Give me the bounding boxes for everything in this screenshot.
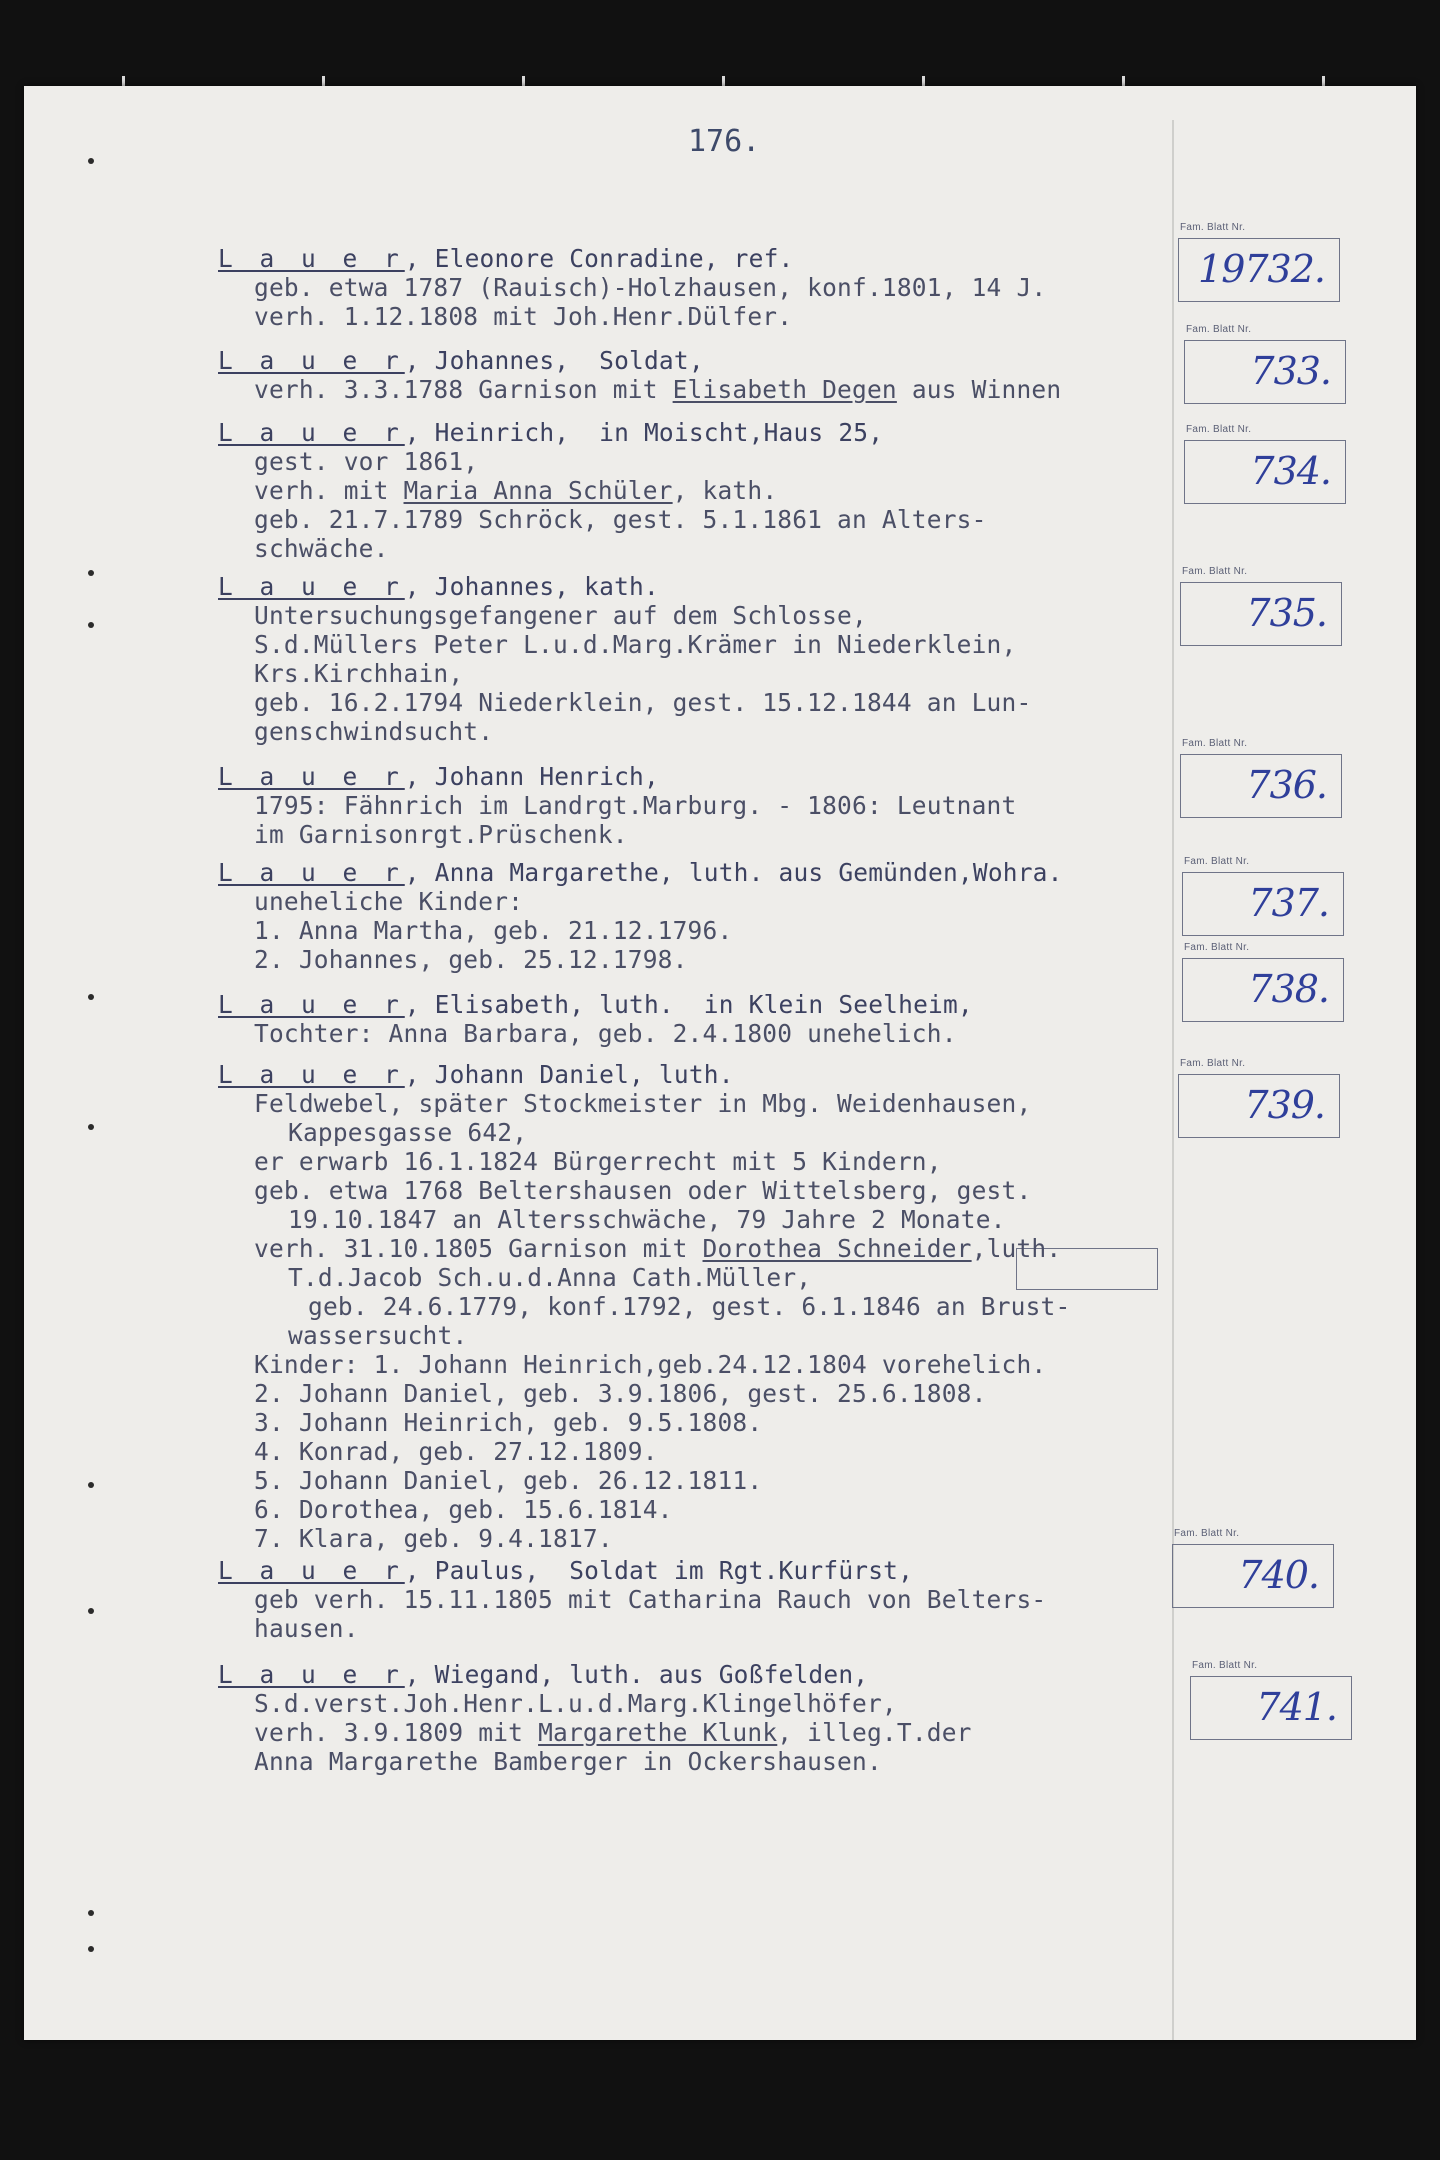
spouse-name: Margarethe Klunk: [538, 1718, 778, 1747]
punch-hole: [88, 1946, 94, 1952]
entry-line: 3. Johann Heinrich, geb. 9.5.1808.: [254, 1408, 763, 1437]
entry-heading-text: , Paulus, Soldat im Rgt.Kurfürst,: [404, 1556, 914, 1585]
register-entry: [218, 244, 1178, 331]
entry-line: Feldwebel, später Stockmeister in Mbg. Weidenhausen,: [254, 1089, 1032, 1118]
entry-line: verh. 1.12.1808 mit Joh.Henr.Dülfer.: [254, 302, 793, 331]
entry-line: 2. Johann Daniel, geb. 3.9.1806, gest. 25.6.1808.: [254, 1379, 987, 1408]
fam-blatt-number: 734.: [1250, 449, 1331, 493]
entry-line: geb. 21.7.1789 Schröck, gest. 5.1.1861 an Alters-: [254, 505, 987, 534]
entry-heading-text: , Johann Daniel, luth.: [404, 1060, 734, 1089]
fam-blatt-label: Fam. Blatt Nr.: [1186, 424, 1252, 435]
fam-blatt-label: Fam. Blatt Nr.: [1182, 566, 1248, 577]
line-text: aus Winnen: [896, 375, 1062, 404]
entry-line: 4. Konrad, geb. 27.12.1809.: [254, 1437, 658, 1466]
register-entry: [218, 418, 1178, 563]
entry-line: er erwarb 16.1.1824 Bürgerrecht mit 5 Kindern,: [254, 1147, 942, 1176]
surname: L a u e r: [218, 1060, 405, 1089]
fam-blatt-label: Fam. Blatt Nr.: [1182, 738, 1248, 749]
register-entry: [218, 858, 1178, 974]
fam-blatt-box: [1178, 238, 1340, 302]
entry-heading: [218, 762, 1178, 791]
entry-line: im Garnisonrgt.Prüschenk.: [254, 820, 628, 849]
fam-blatt-label: Fam. Blatt Nr.: [1192, 1660, 1258, 1671]
entry-line: [218, 476, 1178, 505]
fam-blatt-number: 735.: [1246, 591, 1327, 635]
fam-blatt-box: [1172, 1544, 1334, 1608]
fam-blatt-number: 739.: [1244, 1083, 1325, 1127]
punch-hole: [88, 570, 94, 576]
entry-heading: [218, 244, 1178, 273]
entry-heading-text: , Johannes, Soldat,: [404, 346, 704, 375]
fam-blatt-number: 737.: [1248, 881, 1329, 925]
fam-blatt-box: [1180, 582, 1342, 646]
fam-blatt-label: Fam. Blatt Nr.: [1184, 856, 1250, 867]
line-text: ,luth.: [971, 1234, 1062, 1263]
fam-blatt-number: 736.: [1246, 763, 1327, 807]
entry-line: 6. Dorothea, geb. 15.6.1814.: [254, 1495, 673, 1524]
fam-blatt-box: [1184, 340, 1346, 404]
register-entry: [218, 1060, 1178, 1553]
fam-blatt-number: 19732.: [1198, 247, 1325, 291]
fam-blatt-label: Fam. Blatt Nr.: [1180, 222, 1246, 233]
entry-line: geb. etwa 1787 (Rauisch)-Holzhausen, konf.1801, 14 J.: [254, 273, 1047, 302]
entry-line: 19.10.1847 an Altersschwäche, 79 Jahre 2 Monate.: [288, 1205, 1006, 1234]
entry-line: [218, 1718, 1178, 1747]
fam-blatt-label: Fam. Blatt Nr.: [1174, 1528, 1240, 1539]
fam-blatt-label: Fam. Blatt Nr.: [1180, 1058, 1246, 1069]
entry-heading: [218, 346, 1178, 375]
punch-hole: [88, 1482, 94, 1488]
entry-line: Kinder: 1. Johann Heinrich,geb.24.12.1804 vorehelich.: [254, 1350, 1047, 1379]
punch-hole: [88, 1124, 94, 1130]
entry-line: hausen.: [254, 1614, 359, 1643]
entry-line: Krs.Kirchhain,: [254, 659, 464, 688]
fam-blatt-number: 733.: [1250, 349, 1331, 393]
register-entry: [218, 1660, 1178, 1776]
fam-blatt-number: 741.: [1256, 1685, 1337, 1729]
entry-line: uneheliche Kinder:: [254, 887, 524, 916]
register-entry: [218, 762, 1178, 849]
entry-line: [218, 1234, 1178, 1263]
surname: L a u e r: [218, 762, 405, 791]
entry-line: wassersucht.: [288, 1321, 468, 1350]
fam-blatt-label: Fam. Blatt Nr.: [1184, 942, 1250, 953]
line-text: , illeg.T.der: [777, 1718, 972, 1747]
punch-hole: [88, 1910, 94, 1916]
line-text: verh. 3.3.1788 Garnison mit: [254, 375, 673, 404]
entry-heading: [218, 572, 1178, 601]
surname: L a u e r: [218, 1660, 405, 1689]
fam-blatt-box: [1182, 958, 1344, 1022]
entry-line: 5. Johann Daniel, geb. 26.12.1811.: [254, 1466, 763, 1495]
entry-line: Tochter: Anna Barbara, geb. 2.4.1800 unehelich.: [254, 1019, 957, 1048]
entry-line: Untersuchungsgefangener auf dem Schlosse,: [254, 601, 867, 630]
fam-blatt-label: Fam. Blatt Nr.: [1186, 324, 1252, 335]
entry-heading: [218, 1060, 1178, 1089]
line-text: verh. 31.10.1805 Garnison mit: [254, 1234, 703, 1263]
entry-line: gest. vor 1861,: [254, 447, 479, 476]
entry-line: 7. Klara, geb. 9.4.1817.: [254, 1524, 613, 1553]
surname: L a u e r: [218, 572, 405, 601]
surname: L a u e r: [218, 858, 405, 887]
punch-hole: [88, 1608, 94, 1614]
line-text: , kath.: [672, 476, 778, 505]
spouse-name: Elisabeth Degen: [672, 375, 897, 404]
punch-hole: [88, 994, 94, 1000]
punch-hole: [88, 158, 94, 164]
surname: L a u e r: [218, 418, 405, 447]
register-entry: [218, 346, 1178, 404]
entry-line: schwäche.: [254, 534, 389, 563]
entry-heading: [218, 1556, 1178, 1585]
entry-heading-text: , Eleonore Conradine, ref.: [404, 244, 794, 273]
entry-line: 1. Anna Martha, geb. 21.12.1796.: [254, 916, 733, 945]
entry-line: 2. Johannes, geb. 25.12.1798.: [254, 945, 688, 974]
entry-heading: [218, 990, 1178, 1019]
fam-blatt-box: [1184, 440, 1346, 504]
entry-line: Anna Margarethe Bamberger in Ockershausen.: [254, 1747, 882, 1776]
entry-line: S.d.verst.Joh.Henr.L.u.d.Marg.Klingelhöfer,: [254, 1689, 897, 1718]
entry-line: [218, 375, 1178, 404]
entry-heading-text: , Wiegand, luth. aus Goßfelden,: [404, 1660, 869, 1689]
fam-blatt-box: [1178, 1074, 1340, 1138]
entry-heading: [218, 858, 1178, 887]
register-entry: [218, 572, 1178, 746]
surname: L a u e r: [218, 346, 405, 375]
fam-blatt-number: 740.: [1238, 1553, 1319, 1597]
entry-line: genschwindsucht.: [254, 717, 494, 746]
entry-heading-text: , Johann Henrich,: [404, 762, 659, 791]
surname: L a u e r: [218, 990, 405, 1019]
entry-line: Kappesgasse 642,: [288, 1118, 528, 1147]
line-text: verh. 3.9.1809 mit: [254, 1718, 539, 1747]
punch-hole: [88, 622, 94, 628]
register-entry: [218, 990, 1178, 1048]
spouse-name: Dorothea Schneider: [702, 1234, 972, 1263]
spouse-name: Maria Anna Schüler: [403, 476, 673, 505]
entry-line: geb. 24.6.1779, konf.1792, gest. 6.1.1846 an Brust-: [308, 1292, 1071, 1321]
fam-blatt-box: [1180, 754, 1342, 818]
entry-heading-text: , Anna Margarethe, luth. aus Gemünden,Wohra.: [404, 858, 1063, 887]
fam-blatt-box: [1190, 1676, 1352, 1740]
entry-line: geb. 16.2.1794 Niederklein, gest. 15.12.1844 an Lun-: [254, 688, 1032, 717]
fam-blatt-number: 738.: [1248, 967, 1329, 1011]
entry-heading: [218, 1660, 1178, 1689]
entry-line: geb. etwa 1768 Beltershausen oder Wittelsberg, gest.: [254, 1176, 1032, 1205]
entry-heading-text: , Johannes, kath.: [404, 572, 659, 601]
entry-heading: [218, 418, 1178, 447]
entry-heading-text: , Heinrich, in Moischt,Haus 25,: [404, 418, 884, 447]
entry-line: geb verh. 15.11.1805 mit Catharina Rauch von Belters-: [254, 1585, 1047, 1614]
page-number: 176.: [688, 124, 761, 159]
surname: L a u e r: [218, 1556, 405, 1585]
fam-blatt-box: [1182, 872, 1344, 936]
entry-line: T.d.Jacob Sch.u.d.Anna Cath.Müller,: [288, 1263, 812, 1292]
entry-heading-text: , Elisabeth, luth. in Klein Seelheim,: [404, 990, 973, 1019]
register-entry: [218, 1556, 1178, 1643]
entry-line: S.d.Müllers Peter L.u.d.Marg.Krämer in Niederklein,: [254, 630, 1017, 659]
entry-line: 1795: Fähnrich im Landrgt.Marburg. - 1806: Leutnant: [254, 791, 1017, 820]
surname: L a u e r: [218, 244, 405, 273]
line-text: verh. mit: [254, 476, 404, 505]
